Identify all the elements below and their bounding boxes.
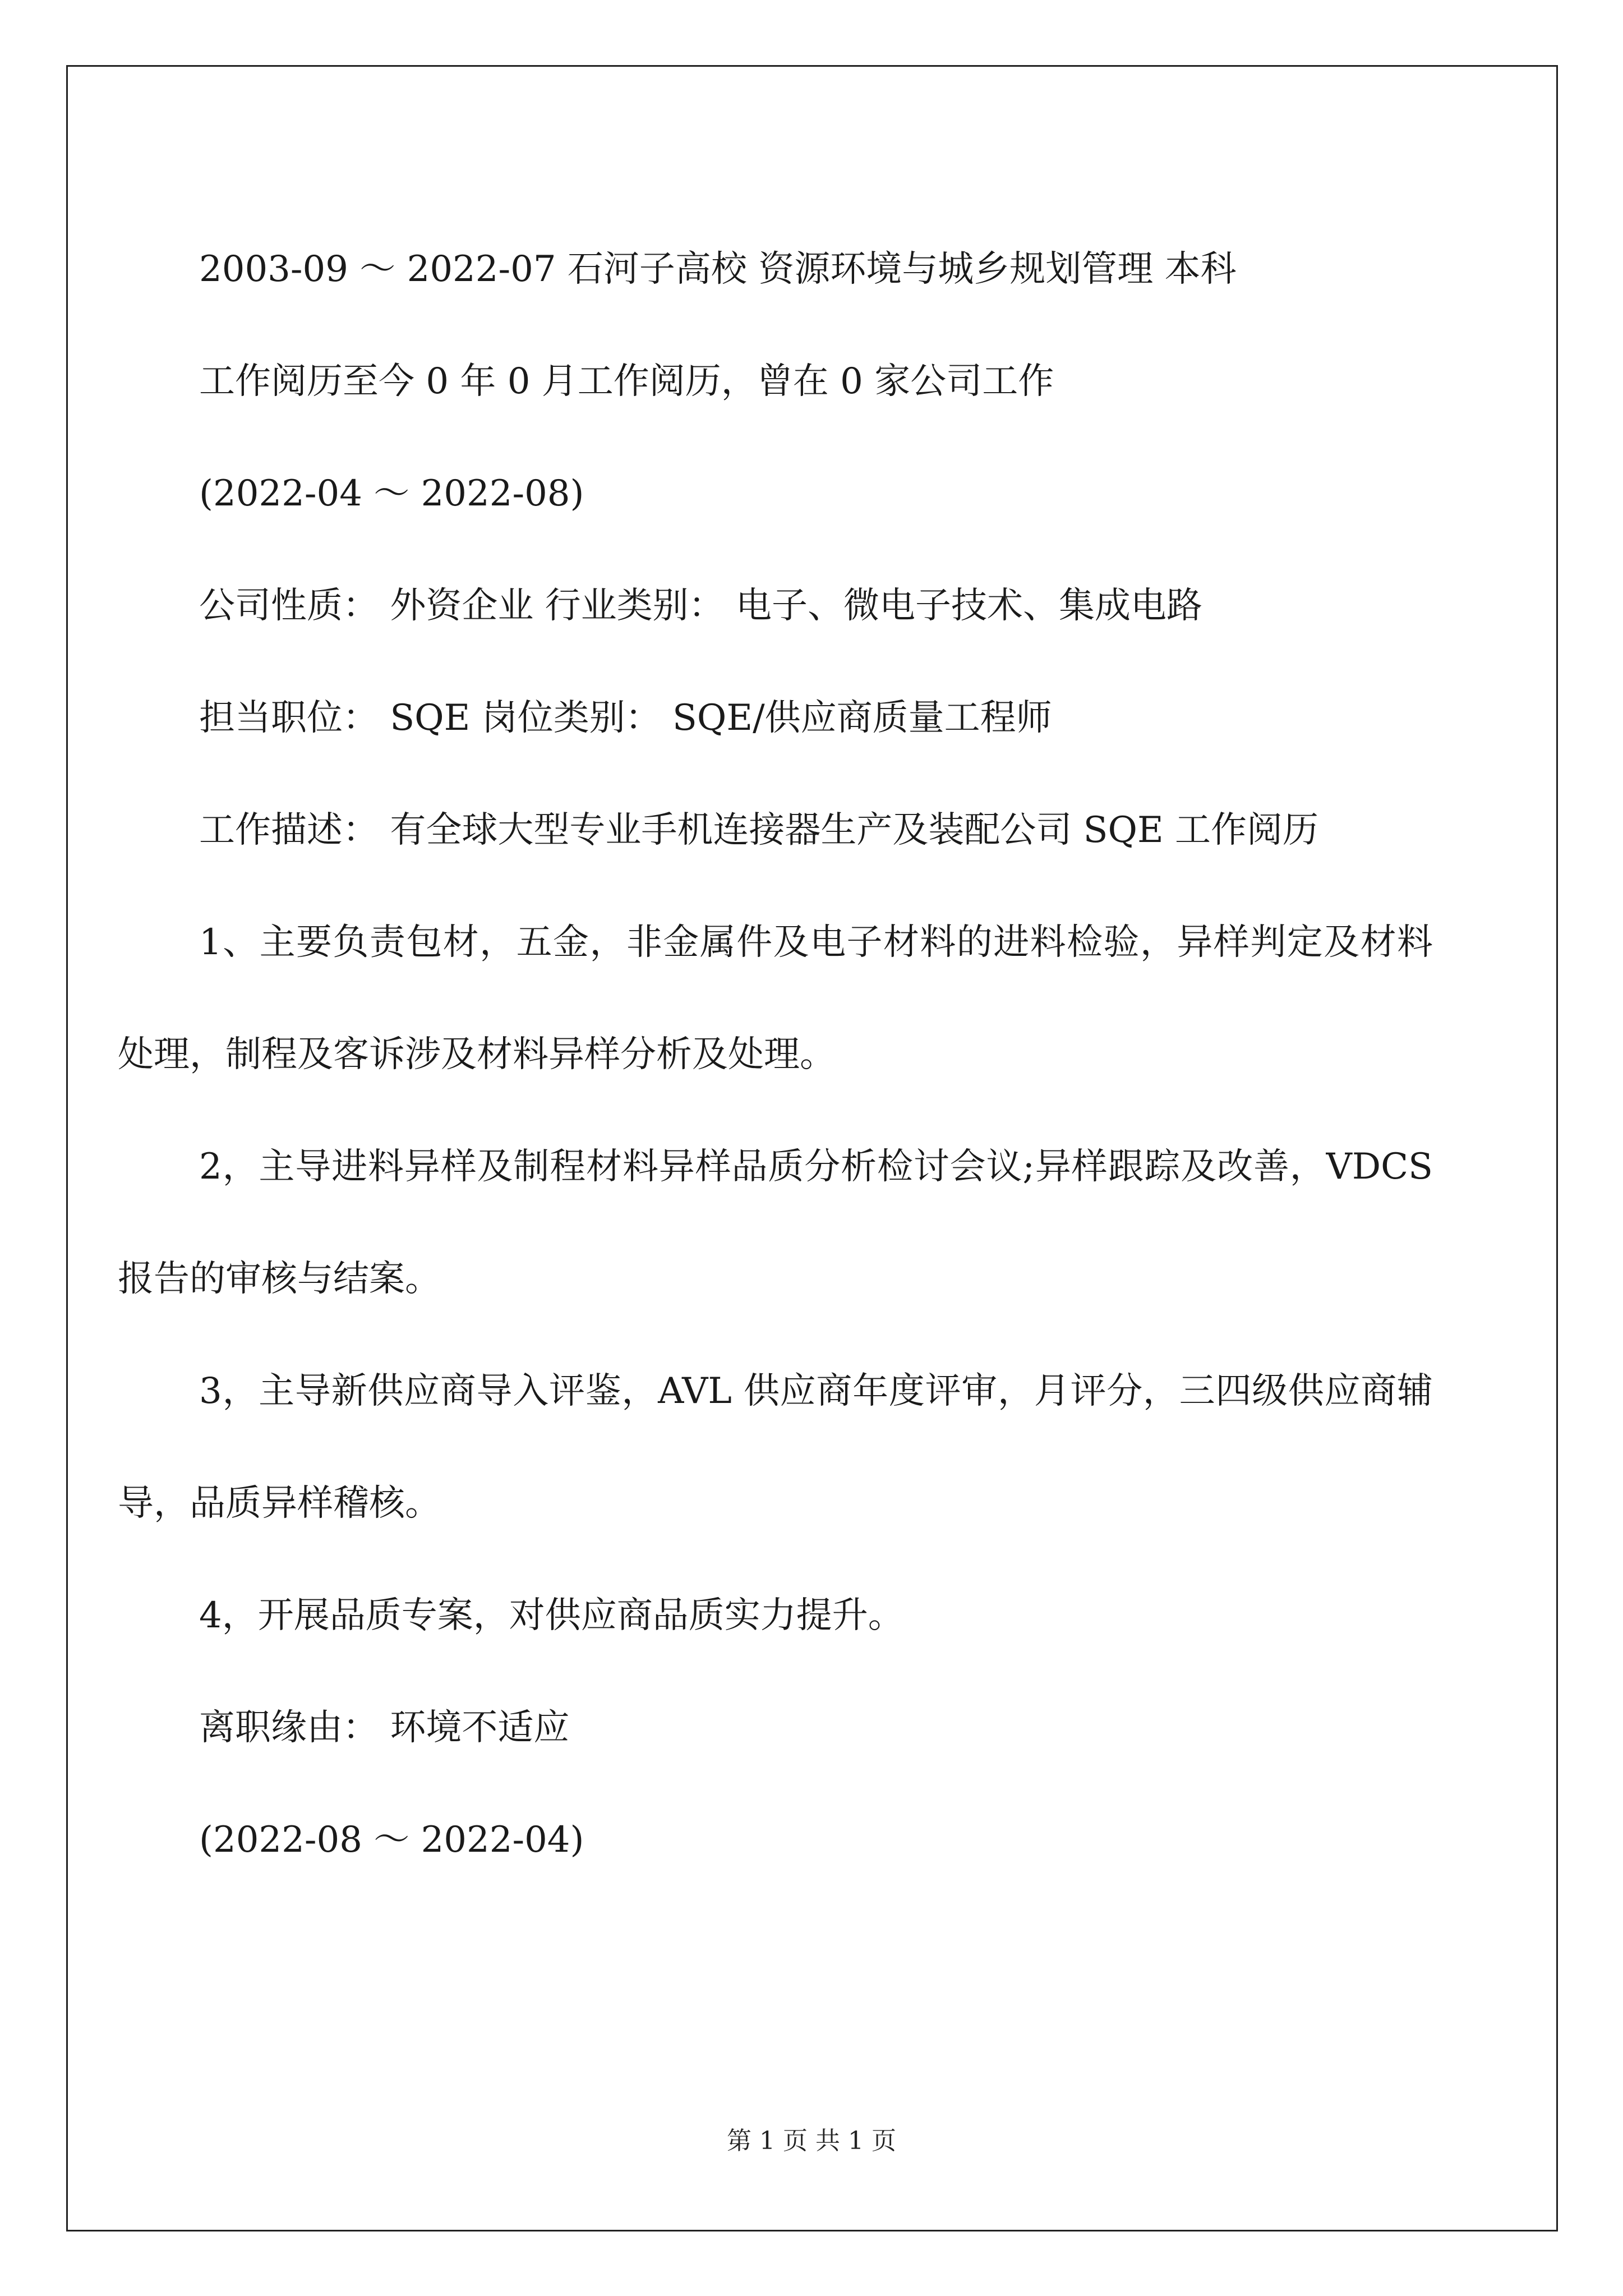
paragraph-job-description: 工作描述： 有全球大型专业手机连接器生产及装配公司 SQE 工作阅历 <box>199 809 1319 851</box>
paragraph-duty-3: 3，主导新供应商导入评鉴，AVL 供应商年度评审，月评分，三四级供应商辅导，品质异样稽核。 <box>118 1370 1433 1524</box>
page-number-footer: 第 1 页 共 1 页 <box>727 2127 896 2155</box>
paragraph-duty-1: 1、主要负责包材，五金，非金属件及电子材料的进料检验，异样判定及材料处理，制程及客诉涉及材料异样分析及处理。 <box>118 922 1433 1075</box>
paragraph-duty-4: 4，开展品质专案，对供应商品质实力提升。 <box>199 1595 904 1636</box>
paragraph-experience-summary: 工作阅历至今 0 年 0 月工作阅历，曾在 0 家公司工作 <box>199 361 1054 402</box>
paragraph-period-2: (2022-08 ～ 2022-04) <box>199 1819 584 1861</box>
paragraph-company-info: 公司性质： 外资企业 行业类别： 电子、微电子技术、集成电路 <box>199 585 1203 627</box>
paragraph-duty-2: 2，主导进料异样及制程材料异样品质分析检讨会议;异样跟踪及改善，VDCS 报告的审核与结案。 <box>118 1146 1433 1300</box>
paragraph-position: 担当职位： SQE 岗位类别： SQE/供应商质量工程师 <box>199 697 1052 739</box>
paragraph-period-1: (2022-04 ～ 2022-08) <box>199 473 584 514</box>
paragraph-education: 2003-09 ～ 2022-07 石河子高校 资源环境与城乡规划管理 本科 <box>199 249 1237 290</box>
document-body <box>118 213 1433 1896</box>
paragraph-leave-reason: 离职缘由： 环境不适应 <box>199 1707 570 1749</box>
